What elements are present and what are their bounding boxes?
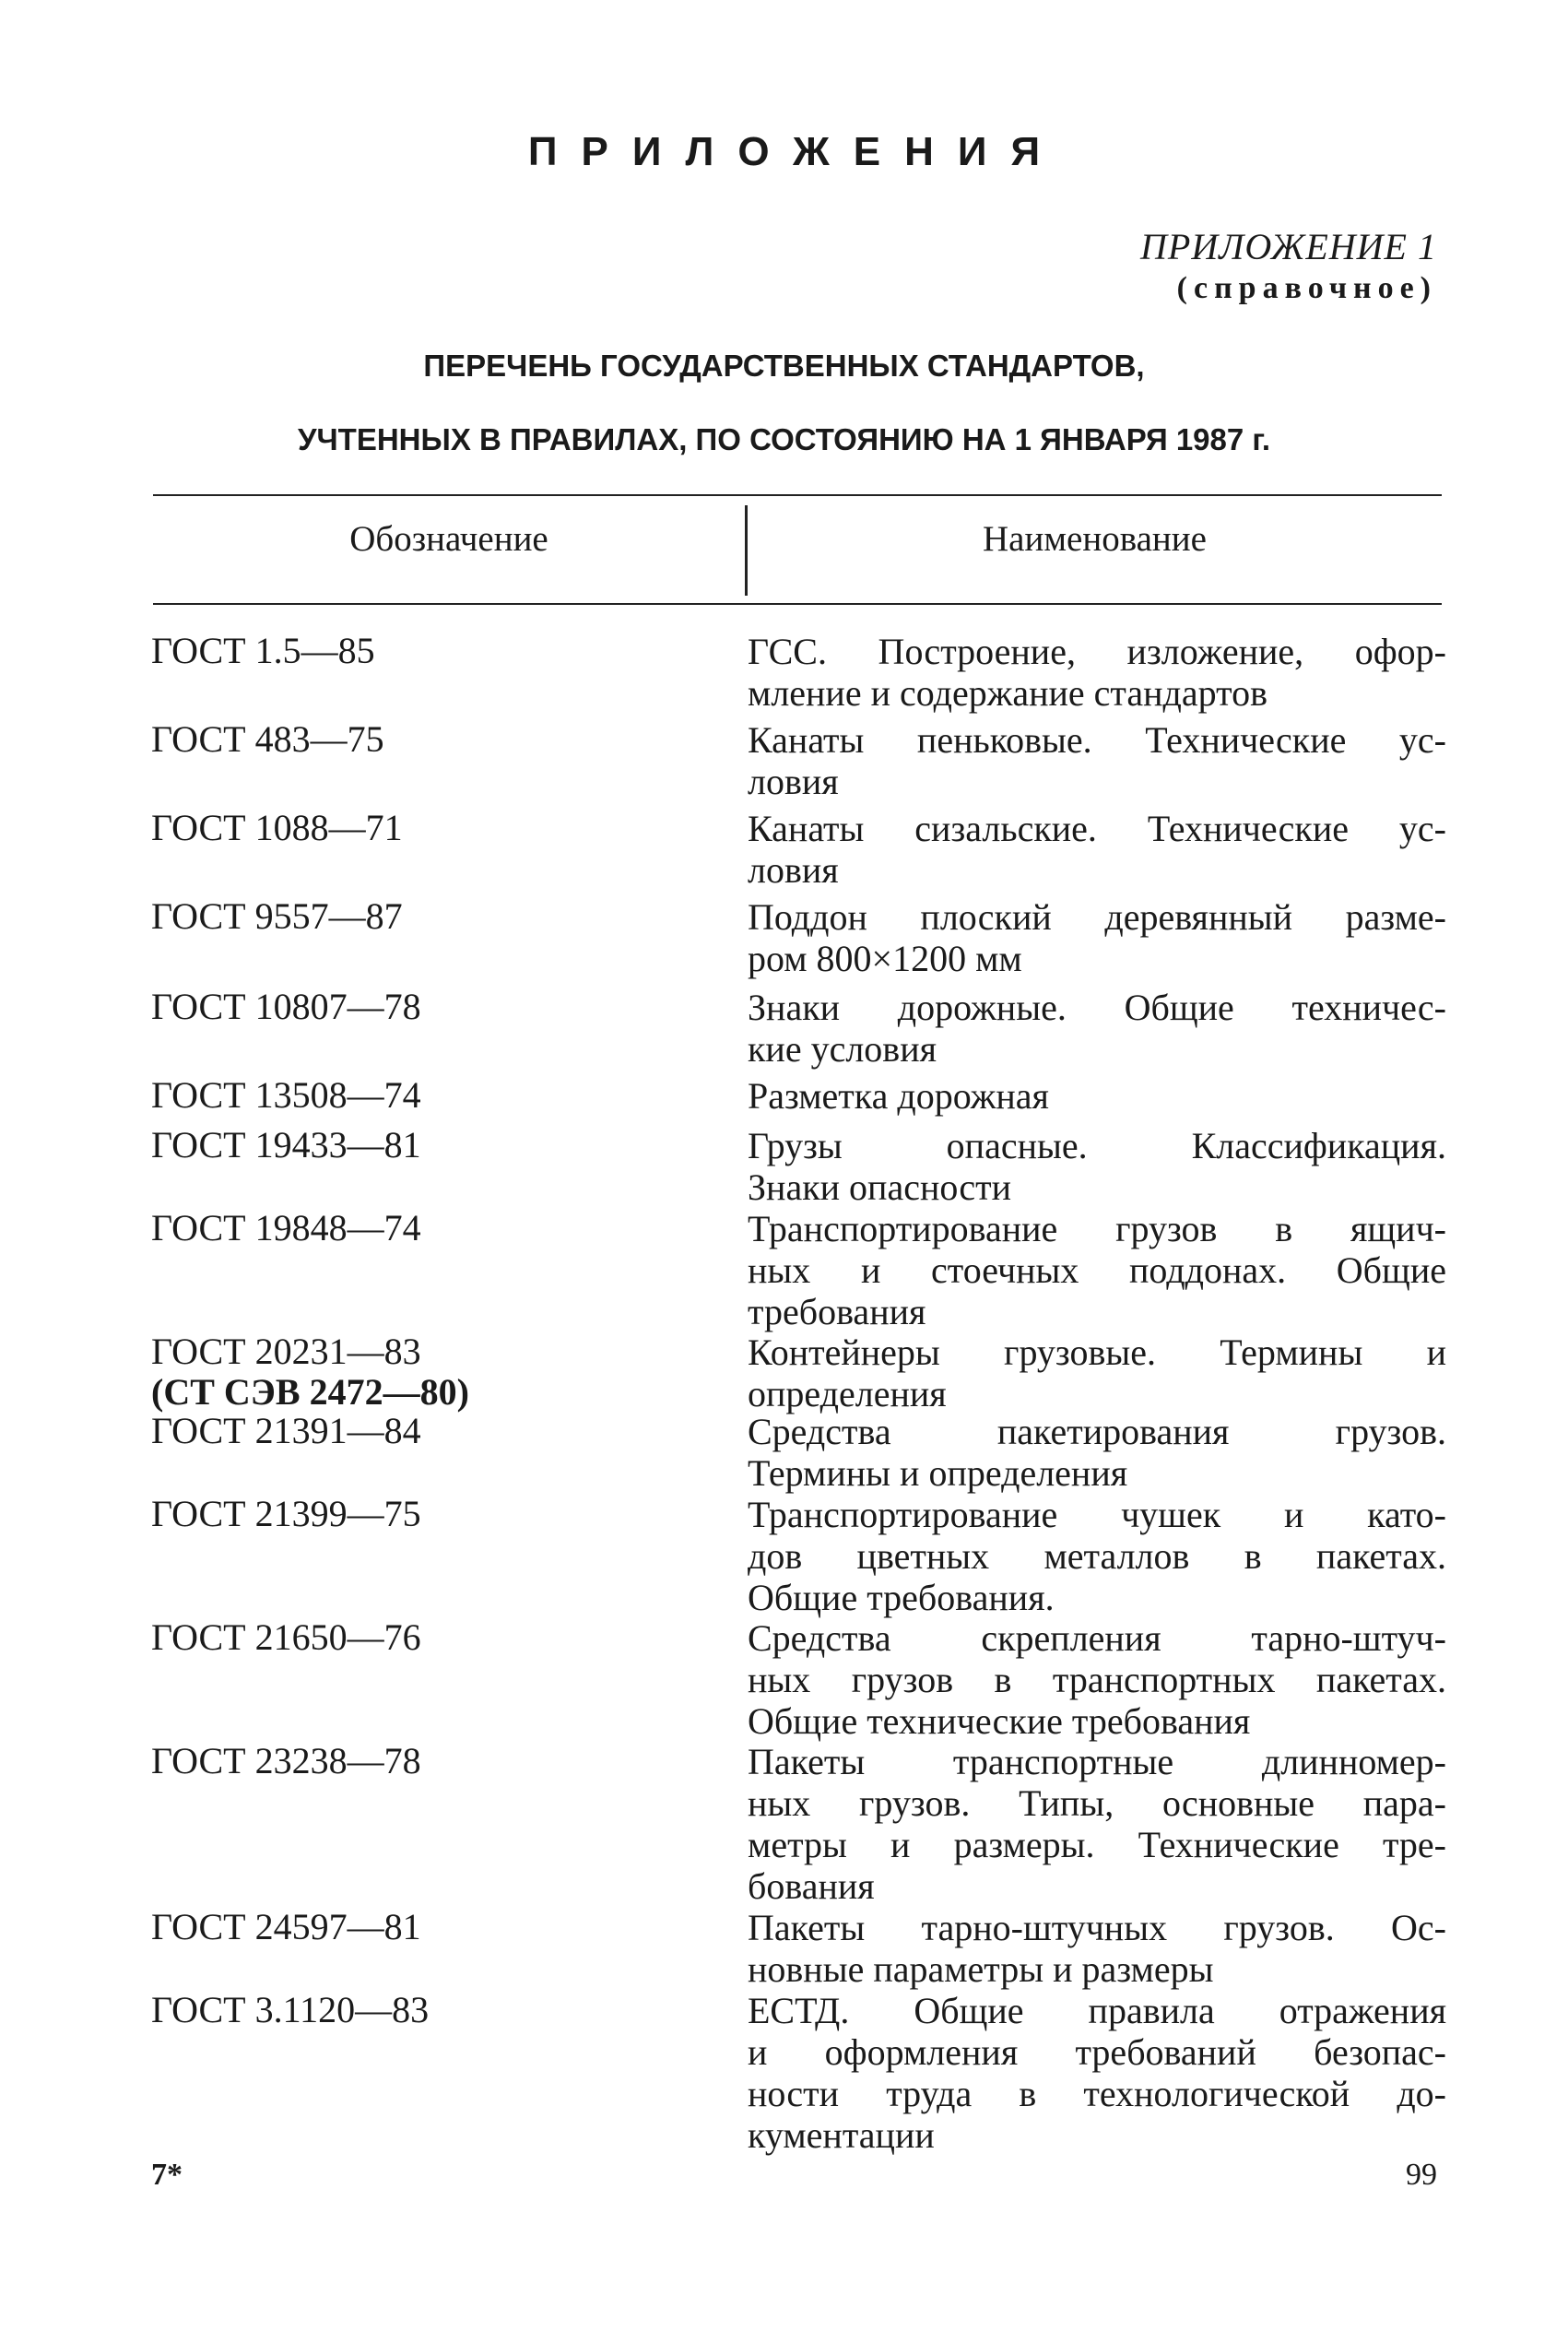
name-line: Знаки опасности: [748, 1166, 1011, 1208]
designation-line: (СТ СЭВ 2472—80): [151, 1371, 469, 1413]
standard-designation: [151, 1411, 704, 1451]
name-line: дов цветных металлов в пакетах.: [748, 1535, 1446, 1577]
list-heading-line-2: УЧТЕННЫХ В ПРАВИЛАХ, ПО СОСТОЯНИЮ НА 1 ЯНВАРЯ 1987 г.: [297, 422, 1271, 456]
designation-line: ГОСТ 1088—71: [151, 807, 403, 848]
column-header-designation: Обозначение: [349, 519, 548, 559]
standard-name: [748, 631, 1446, 714]
standard-designation: [151, 719, 704, 760]
name-line: ных грузов. Типы, основные пара-: [748, 1782, 1446, 1824]
standard-name: [748, 1617, 1446, 1742]
table-header-rule: [153, 603, 1442, 605]
name-line: ловия: [748, 761, 839, 802]
name-line: бования: [748, 1865, 875, 1907]
name-line: Грузы опасные. Классификация.: [748, 1125, 1446, 1166]
standard-name: [748, 1208, 1446, 1332]
standard-designation: [151, 1741, 704, 1781]
standard-name: [748, 1075, 1446, 1117]
name-line: кументации: [748, 2114, 935, 2156]
name-line: Средства скрепления тарно-штуч-: [748, 1617, 1446, 1659]
standard-designation: [151, 1907, 704, 1947]
name-line: и оформления требований безопас-: [748, 2031, 1446, 2073]
name-line: ром 800×1200 мм: [748, 938, 1022, 979]
standard-designation: [151, 1494, 704, 1534]
table-top-rule: [153, 494, 1442, 496]
designation-line: ГОСТ 19848—74: [151, 1207, 421, 1248]
standard-name: [748, 1494, 1446, 1618]
name-line: Общие технические требования: [748, 1700, 1251, 1742]
designation-line: ГОСТ 21391—84: [151, 1410, 421, 1451]
name-line: Разметка дорожная: [748, 1075, 1049, 1117]
standard-name: [748, 987, 1446, 1070]
designation-line: ГОСТ 23238—78: [151, 1740, 421, 1781]
name-line: ных и стоечных поддонах. Общие: [748, 1249, 1446, 1291]
name-line: Термины и определения: [748, 1452, 1128, 1494]
name-line: Транспортирование грузов в ящич-: [748, 1208, 1446, 1249]
name-line: Пакеты транспортные длинномер-: [748, 1741, 1446, 1782]
name-line: ных грузов в транспортных пакетах.: [748, 1659, 1446, 1700]
name-line: ловия: [748, 849, 839, 891]
name-line: определения: [748, 1373, 947, 1414]
standard-designation: [151, 1617, 704, 1658]
name-line: Знаки дорожные. Общие техничес-: [748, 987, 1446, 1028]
designation-line: ГОСТ 1.5—85: [151, 630, 375, 671]
designation-line: ГОСТ 24597—81: [151, 1906, 421, 1947]
name-line: метры и размеры. Технические тре-: [748, 1824, 1446, 1865]
section-title: ПРИЛОЖЕНИЯ: [527, 129, 1065, 174]
standard-name: [748, 1990, 1446, 2156]
standard-designation: [151, 896, 704, 937]
name-line: Транспортирование чушек и като-: [748, 1494, 1446, 1535]
name-line: требования: [748, 1291, 926, 1332]
standard-designation: [151, 1331, 704, 1413]
name-line: Пакеты тарно-штучных грузов. Ос-: [748, 1907, 1446, 1948]
standard-designation: [151, 1990, 704, 2030]
name-line: мление и содержание стандартов: [748, 672, 1267, 714]
standard-name: [748, 1907, 1446, 1990]
designation-line: ГОСТ 9557—87: [151, 895, 403, 937]
designation-line: ГОСТ 21399—75: [151, 1493, 421, 1534]
appendix-label: ПРИЛОЖЕНИЕ 1: [1140, 226, 1437, 267]
name-line: Канаты пеньковые. Технические ус-: [748, 719, 1446, 761]
designation-line: ГОСТ 483—75: [151, 718, 384, 760]
name-line: Канаты сизальские. Технические ус-: [748, 808, 1446, 849]
name-line: Контейнеры грузовые. Термины и: [748, 1331, 1446, 1373]
name-line: Поддон плоский деревянный разме-: [748, 896, 1446, 938]
name-line: ГСС. Построение, изложение, офор-: [748, 631, 1446, 672]
designation-line: ГОСТ 21650—76: [151, 1616, 421, 1658]
column-header-name: Наименование: [983, 519, 1207, 559]
designation-line: ГОСТ 20231—83: [151, 1331, 421, 1372]
standard-designation: [151, 1208, 704, 1248]
name-line: новные параметры и размеры: [748, 1948, 1214, 1990]
name-line: ности труда в технологической до-: [748, 2073, 1446, 2114]
appendix-type: (справочное): [1176, 271, 1437, 305]
designation-line: ГОСТ 10807—78: [151, 986, 421, 1027]
standard-name: [748, 1125, 1446, 1208]
standard-name: [748, 1741, 1446, 1907]
designation-line: ГОСТ 3.1120—83: [151, 1989, 430, 2030]
name-line: Средства пакетирования грузов.: [748, 1411, 1446, 1452]
name-line: Общие требования.: [748, 1577, 1055, 1618]
standard-name: [748, 719, 1446, 802]
standard-designation: [151, 1125, 704, 1166]
standard-designation: [151, 987, 704, 1027]
standard-name: [748, 1331, 1446, 1414]
name-line: ЕСТД. Общие правила отражения: [748, 1990, 1446, 2031]
standard-name: [748, 1411, 1446, 1494]
name-line: кие условия: [748, 1028, 937, 1070]
designation-line: ГОСТ 13508—74: [151, 1074, 421, 1116]
standard-designation: [151, 631, 704, 671]
standard-name: [748, 896, 1446, 979]
page-number: 99: [1406, 2158, 1437, 2192]
standard-designation: [151, 1075, 704, 1116]
designation-line: ГОСТ 19433—81: [151, 1124, 421, 1166]
list-heading-line-1: ПЕРЕЧЕНЬ ГОСУДАРСТВЕННЫХ СТАНДАРТОВ,: [423, 349, 1145, 383]
standard-name: [748, 808, 1446, 891]
signature-mark: 7*: [151, 2158, 183, 2192]
standard-designation: [151, 808, 704, 848]
